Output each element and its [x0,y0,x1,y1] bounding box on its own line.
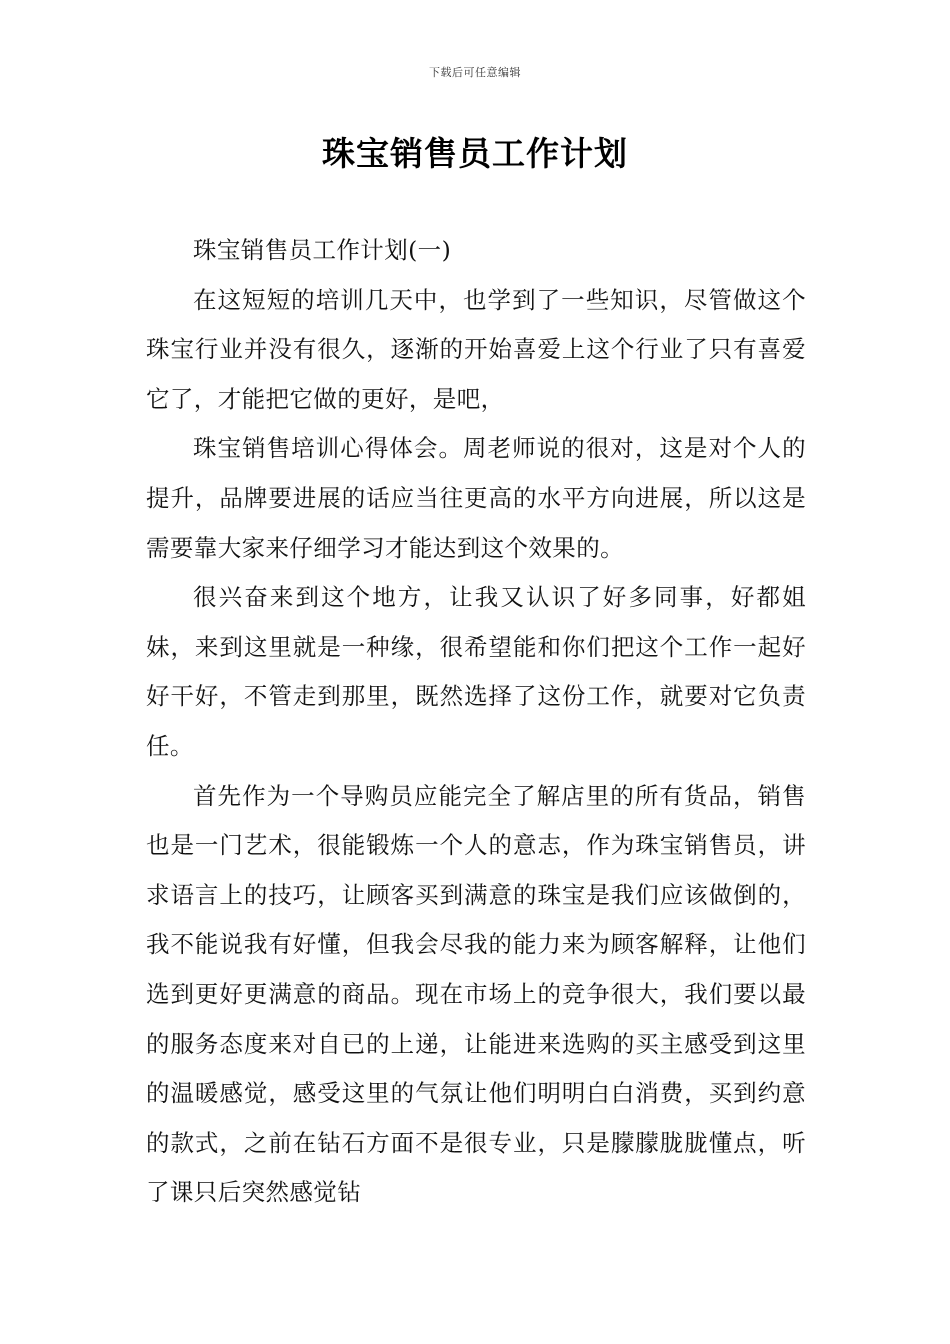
header-note: 下载后可任意编辑 [429,66,521,79]
paragraph: 很兴奋来到这个地方，让我又认识了好多同事，好都姐妹，来到这里就是一种缘，很希望能和你们把这个工作一起好好干好，不管走到那里，既然选择了这份工作，就要对它负责任。 [146,583,806,760]
paragraph-subtitle: 珠宝销售员工作计划(一) [193,236,452,264]
document-title: 珠宝销售员工作计划 [322,134,628,173]
paragraph: 珠宝销售培训心得体会。周老师说的很对，这是对个人的提升，品牌要进展的话应当往更高的水平方向进展，所以这是需要靠大家来仔细学习才能达到这个效果的。 [146,434,806,562]
document-body [146,226,806,1218]
paragraph: 首先作为一个导购员应能完全了解店里的所有货品，销售也是一门艺术，很能锻炼一个人的意志，作为珠宝销售员，讲求语言上的技巧，让顾客买到满意的珠宝是我们应该做倒的，我不能说我有好懂，但我会尽我的能力来为顾客解释，让他们选到更好更满意的商品。现在市场上的竞争很大，我们要以最的服务态度来对自已的上递，让能进来选购的买主感受到这里的温暖感觉，感受这里的气氛让他们明明白白消费，买到约意的款式，之前在钻石方面不是很专业，只是朦朦胧胧懂点，听了课只后突然感觉钻 [146,781,806,1207]
paragraph: 在这短短的培训几天中，也学到了一些知识，尽管做这个珠宝行业并没有很久，逐渐的开始喜爱上这个行业了只有喜爱它了，才能把它做的更好，是吧， [146,285,806,413]
